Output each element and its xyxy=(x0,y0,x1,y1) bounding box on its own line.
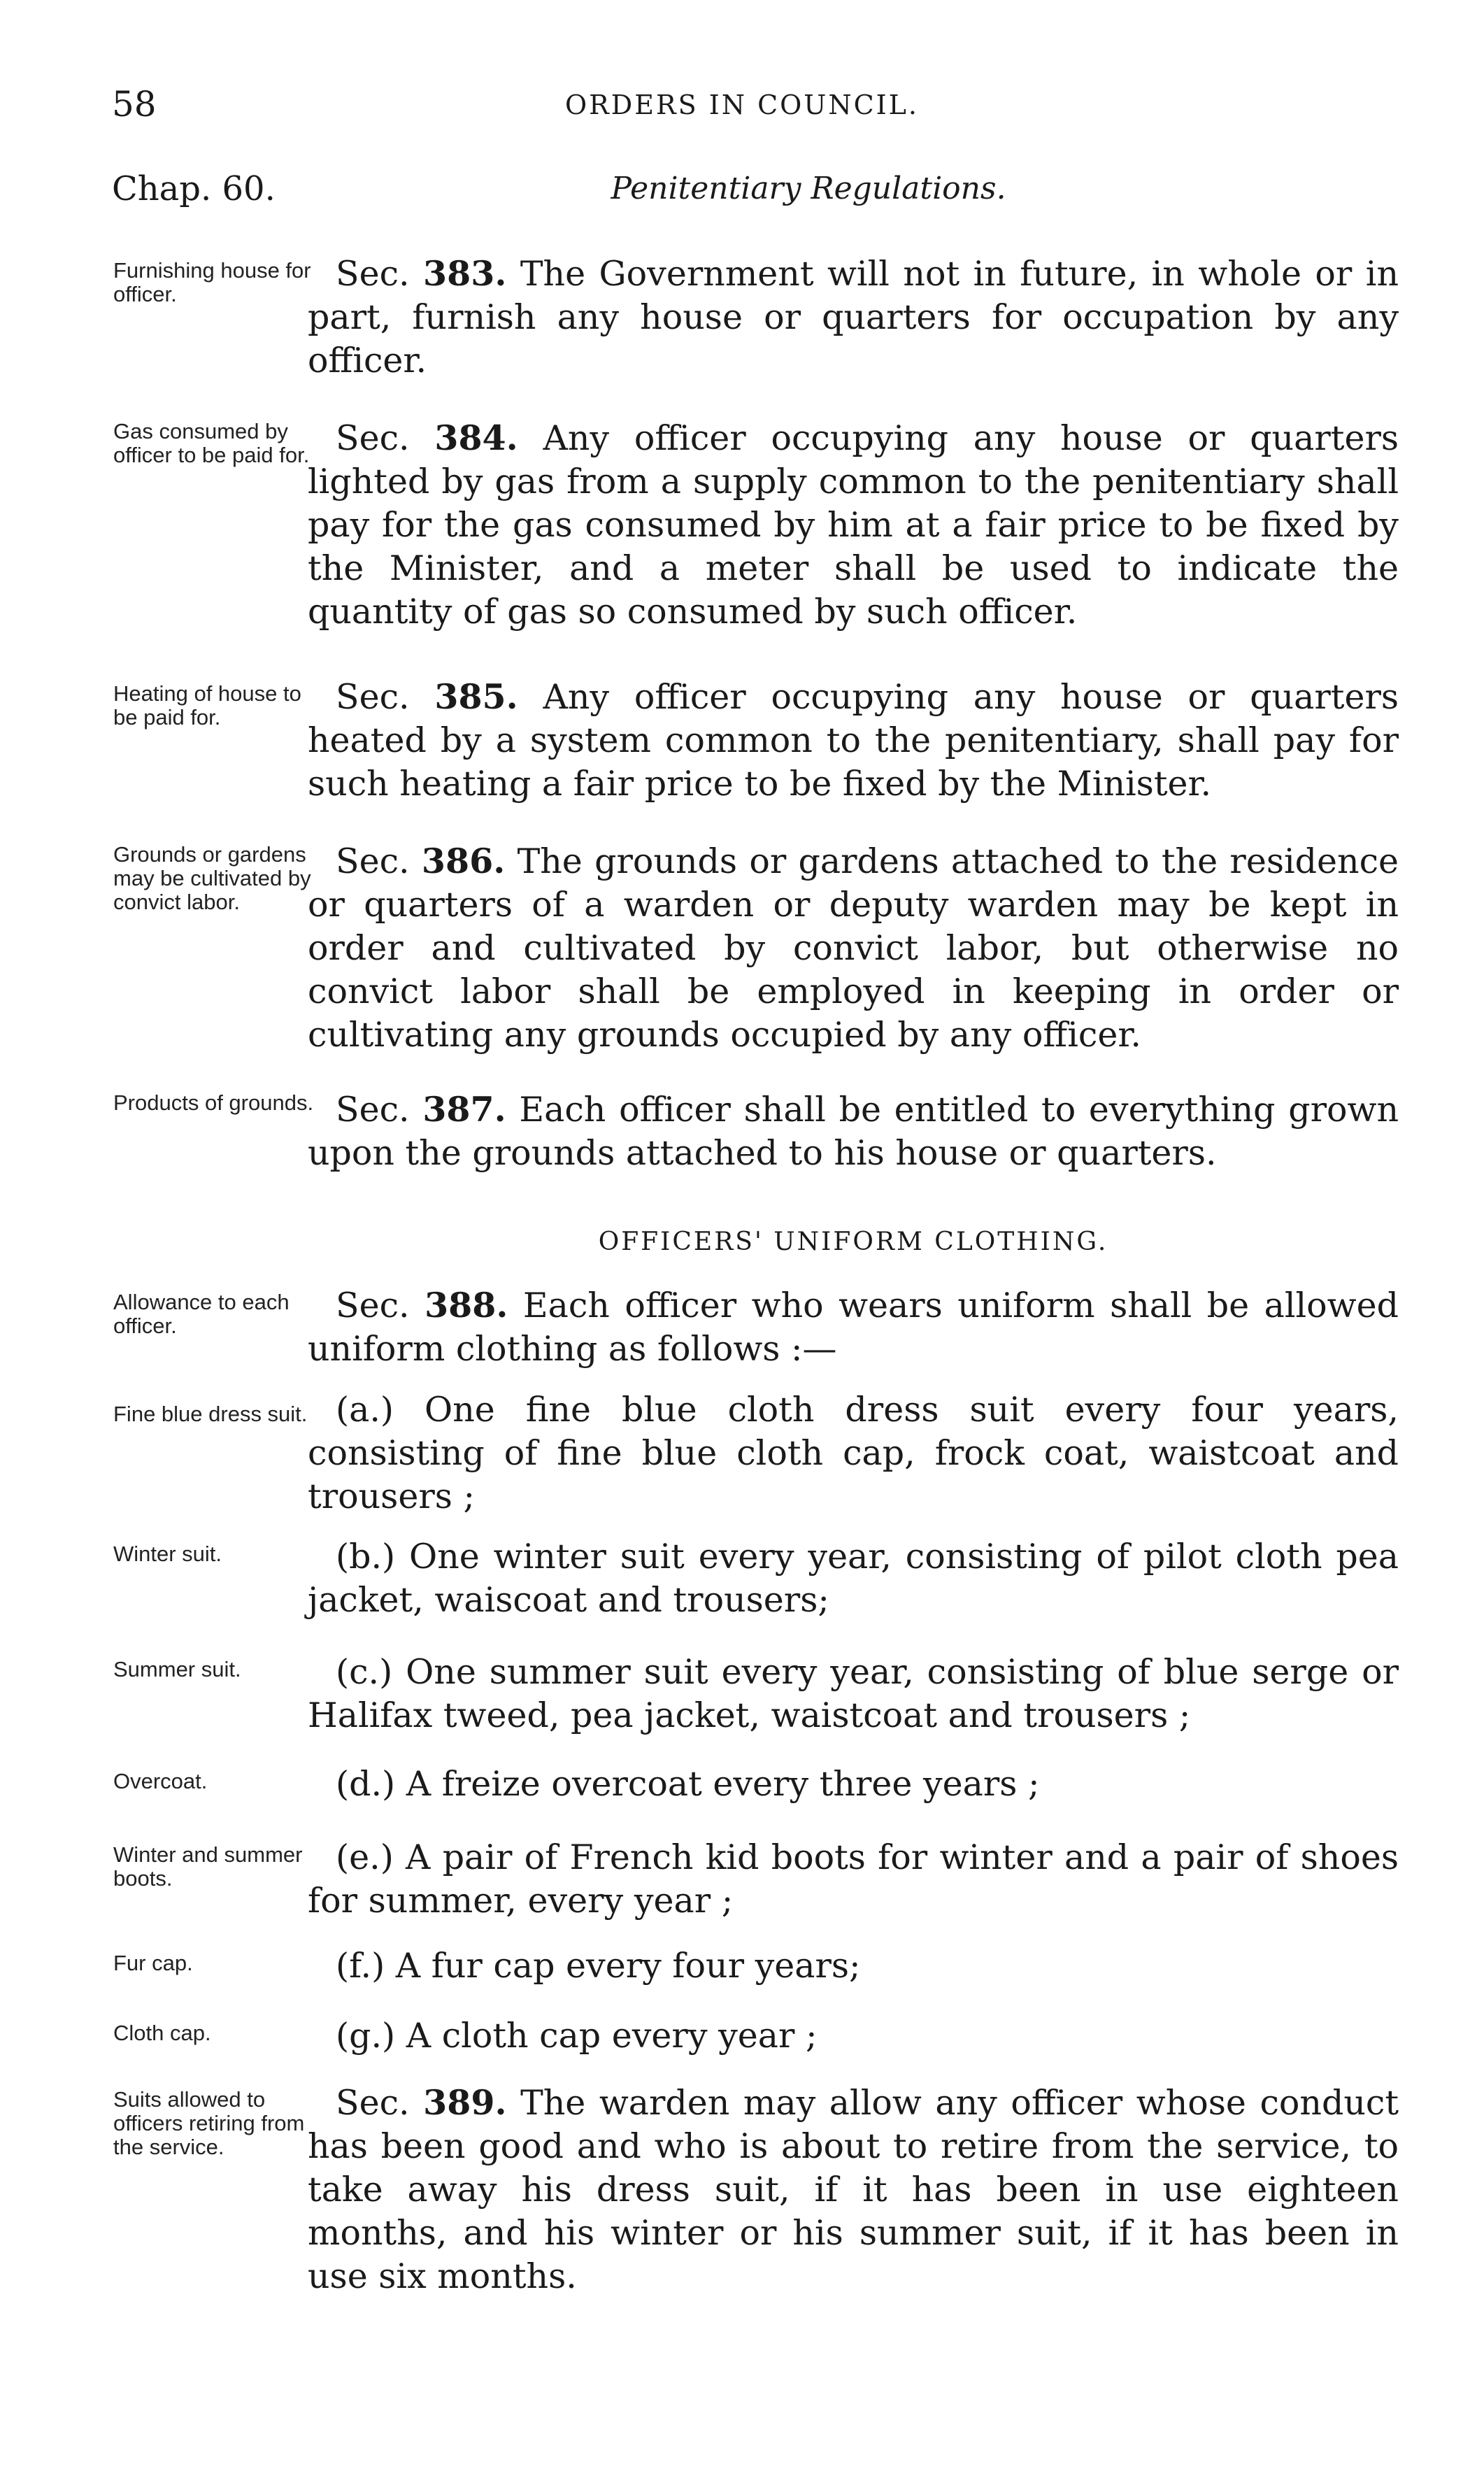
margin-note: Fur cap. xyxy=(113,1951,193,1975)
chapter-label: Chap. 60. xyxy=(112,169,276,208)
clause-c xyxy=(308,1651,1399,1737)
clause-e xyxy=(308,1836,1399,1923)
section-384 xyxy=(308,416,1399,634)
section-387 xyxy=(308,1088,1399,1175)
clause-a xyxy=(308,1388,1399,1518)
sec-label: Sec. xyxy=(336,2083,410,2123)
sec-number: 388. xyxy=(424,1285,508,1325)
sec-number: 386. xyxy=(421,841,506,881)
page-subtitle: Penitentiary Regulations. xyxy=(611,171,1006,206)
clause-text: (a.) One fine blue cloth dress suit every four years, consisting of fine blue cloth cap, frock coat, waistcoat and trousers ; xyxy=(308,1390,1399,1516)
sec-label: Sec. xyxy=(336,1090,410,1130)
page-number: 58 xyxy=(112,84,157,124)
clause-text: (g.) A cloth cap every year ; xyxy=(336,2016,818,2056)
sec-number: 385. xyxy=(434,676,518,717)
margin-note: Suits allowed to officers retiring from the service. xyxy=(113,2087,305,2159)
clause-text: (c.) One summer suit every year, consisting of blue serge or Halifax tweed, pea jacket, waistcoat and trousers ; xyxy=(308,1652,1399,1735)
section-386 xyxy=(308,839,1399,1057)
section-388 xyxy=(308,1283,1399,1371)
sec-number: 389. xyxy=(423,2082,507,2123)
sec-text: The grounds or gardens attached to the residence or quarters of a warden or deputy warden may be kept in order and cultivated by convict labor, but otherwise no convict labor shall be employed in keeping in order or cultivating any grounds occupied by any officer. xyxy=(308,841,1399,1055)
sec-label: Sec. xyxy=(336,254,410,294)
margin-note: Allowance to each officer. xyxy=(113,1290,290,1338)
section-heading: OFFICERS' UNIFORM CLOTHING. xyxy=(598,1228,1108,1256)
section-389 xyxy=(308,2081,1399,2298)
margin-note: Cloth cap. xyxy=(113,2021,211,2045)
clause-text: (e.) A pair of French kid boots for winter and a pair of shoes for summer, every year ; xyxy=(308,1837,1399,1921)
margin-note: Products of grounds. xyxy=(113,1090,314,1115)
clause-b xyxy=(308,1535,1399,1622)
sec-label: Sec. xyxy=(336,841,410,881)
sec-text: Any officer occupying any house or quarters lighted by gas from a supply common to the penitentiary shall pay for the gas consumed by him at a fair price to be fixed by the Minister, and a meter shall be used to indicate the quantity of gas so consumed by such officer. xyxy=(308,418,1399,632)
margin-note: Heating of house to be paid for. xyxy=(113,681,301,730)
clause-d xyxy=(308,1763,1399,1806)
clause-f xyxy=(308,1944,1399,1988)
sec-number: 384. xyxy=(434,418,518,458)
clause-text: (b.) One winter suit every year, consisting of pilot cloth pea jacket, waiscoat and trousers; xyxy=(308,1537,1399,1620)
sec-text: Each officer shall be entitled to everything grown upon the grounds attached to his house or quarters. xyxy=(308,1090,1399,1173)
sec-text: Each officer who wears uniform shall be allowed uniform clothing as follows :— xyxy=(308,1286,1399,1369)
margin-note: Winter and summer boots. xyxy=(113,1842,303,1891)
sec-text: The warden may allow any officer whose conduct has been good and who is about to retire from the service, to take away his dress suit, if it has been in use eighteen months, and his winter or his summer suit, if it has been in use six months. xyxy=(308,2083,1399,2296)
margin-note: Grounds or gardens may be cultivated by convict labor. xyxy=(113,842,311,914)
running-title: ORDERS IN COUNCIL. xyxy=(565,90,919,120)
margin-note: Furnishing house for officer. xyxy=(113,258,311,306)
margin-note: Fine blue dress suit. xyxy=(113,1402,308,1426)
clause-text: (f.) A fur cap every four years; xyxy=(336,1946,861,1986)
margin-note: Summer suit. xyxy=(113,1657,241,1681)
sec-label: Sec. xyxy=(336,1286,410,1325)
sec-text: The Government will not in future, in whole or in part, furnish any house or quarters for occupation by any officer. xyxy=(308,254,1399,380)
sec-number: 383. xyxy=(423,253,507,294)
sec-number: 387. xyxy=(422,1089,506,1130)
sec-label: Sec. xyxy=(336,677,410,717)
section-383 xyxy=(308,252,1399,383)
margin-note: Winter suit. xyxy=(113,1542,222,1566)
section-385 xyxy=(308,675,1399,806)
sec-text: Any officer occupying any house or quarters heated by a system common to the penitentiary, shall pay for such heating a fair price to be fixed by the Minister. xyxy=(308,677,1399,804)
margin-note: Overcoat. xyxy=(113,1769,208,1793)
clause-text: (d.) A freize overcoat every three years ; xyxy=(336,1764,1040,1804)
margin-note: Gas consumed by officer to be paid for. xyxy=(113,419,310,467)
clause-g xyxy=(308,2014,1399,2058)
sec-label: Sec. xyxy=(336,418,410,458)
